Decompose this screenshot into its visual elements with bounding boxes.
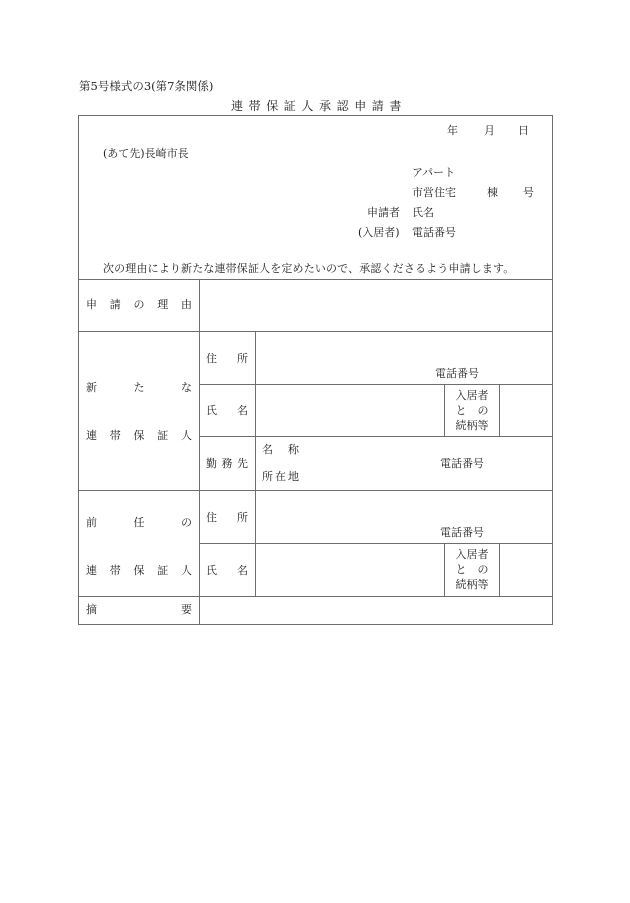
divider-header-bottom xyxy=(78,279,553,280)
date-day-label: 日 xyxy=(518,124,529,137)
form-number: 第5号様式の3(第7条関係) xyxy=(79,79,214,93)
workplace-phone-label: 電話番号 xyxy=(440,457,484,470)
new-guarantor-label-line2: 連 帯 保 証 人 xyxy=(86,429,192,442)
divider-new-relation-left xyxy=(444,384,445,436)
remarks-label: 摘 要 xyxy=(86,603,192,616)
divider-sublabel-column xyxy=(255,331,256,596)
workplace-field[interactable] xyxy=(305,438,551,489)
new-relation-label: 入居者 と の 続柄等 xyxy=(455,389,489,432)
divider-label-column xyxy=(199,279,200,625)
reason-label: 申 請 の 理 由 xyxy=(86,298,192,311)
applicant-label: 申請者 xyxy=(367,206,400,219)
divider-new-name-bottom xyxy=(199,436,553,437)
divider-prev-relation-right xyxy=(499,543,500,596)
new-address-label: 住 所 xyxy=(206,352,248,365)
prev-name-label: 氏 名 xyxy=(206,564,248,577)
divider-prev-guarantor-bottom xyxy=(78,596,553,597)
prev-relation-field[interactable] xyxy=(501,545,551,595)
new-relation-field[interactable] xyxy=(501,386,551,435)
room-number-label: 号 xyxy=(523,186,534,199)
divider-prev-relation-left xyxy=(444,543,445,596)
workplace-label: 勤 務 先 xyxy=(206,457,248,470)
application-statement: 次の理由により新たな連帯保証人を定めたいので、承認くださるよう申請します。 xyxy=(103,262,515,275)
divider-new-relation-right xyxy=(499,384,500,436)
date-month-label: 月 xyxy=(484,124,495,137)
prev-address-phone-label: 電話番号 xyxy=(440,526,484,539)
prev-guarantor-label-line1: 前 任 の xyxy=(86,516,192,529)
document-title: 連帯保証人承認申請書 xyxy=(231,99,408,113)
new-address-phone-label: 電話番号 xyxy=(435,367,479,380)
divider-reason-bottom xyxy=(78,331,553,332)
date-year-label: 年 xyxy=(447,124,458,137)
prev-guarantor-label-line2: 連 帯 保 証 人 xyxy=(86,564,192,577)
prev-address-field[interactable] xyxy=(257,492,551,542)
building-label: 棟 xyxy=(487,186,498,199)
prev-name-field[interactable] xyxy=(257,545,443,595)
new-address-field[interactable] xyxy=(257,333,551,383)
reason-field[interactable] xyxy=(201,281,551,330)
workplace-name-label: 名 称 xyxy=(262,443,299,456)
resident-label: (入居者) xyxy=(358,226,400,239)
prev-address-label: 住 所 xyxy=(206,511,248,524)
remarks-field[interactable] xyxy=(201,598,551,623)
municipal-housing-label: 市営住宅 xyxy=(412,186,456,199)
prev-relation-label: 入居者 と の 続柄等 xyxy=(455,548,489,591)
new-name-field[interactable] xyxy=(257,386,443,435)
addressee: (あて先)長崎市長 xyxy=(103,147,189,160)
applicant-phone-label: 電話番号 xyxy=(412,226,456,239)
apartment-label: アパート xyxy=(412,166,456,179)
applicant-name-label: 氏名 xyxy=(412,206,434,219)
workplace-address-label: 所 在 地 xyxy=(262,470,299,483)
new-name-label: 氏 名 xyxy=(206,404,248,417)
new-guarantor-label-line1: 新 た な xyxy=(86,381,192,394)
divider-new-guarantor-bottom xyxy=(78,490,553,491)
